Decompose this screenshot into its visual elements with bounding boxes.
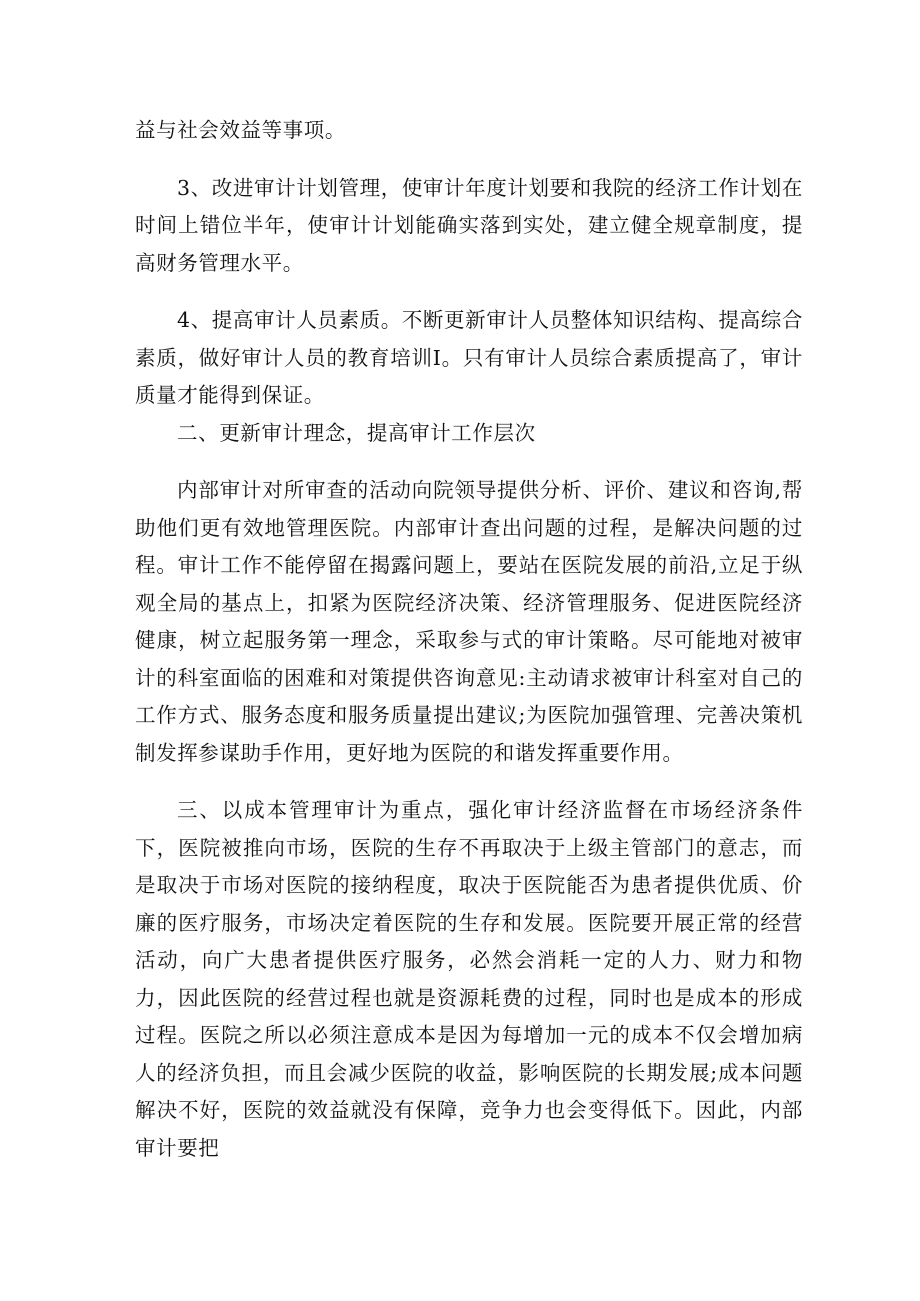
paragraph-section-3-body: 三、以成本管理审计为重点，强化审计经济监督在市场经济条件下，医院被推向市场，医院的生存不再取决于上级主管部门的意志，而是取决于市场对医院的接纳程度，取决于医院能否为患者提供优质、价廉的医疗服务，市场决定着医院的生存和发展。医院要开展正常的经营活动，向广大患者提供医疗服务，必然会消耗一定的人力、财力和物力，因此医院的经营过程也就是资源耗费的过程，同时也是成本的形成过程。医院之所以必须注意成本是因为每增加一元的成本不仅会增加病人的经济负担，而且会减少医院的收益，影响医院的长期发展;成本问题解决不好，医院的效益就没有保障，竞争力也会变得低下。因此，内部审计要把 [135, 798, 803, 1160]
paragraph-section-2-body: 内部审计对所审查的活动向院领导提供分析、评价、建议和咨询,帮助他们更有效地管理医院。内部审计查出问题的过程，是解决问题的过程。审计工作不能停留在揭露问题上，要站在医院发展的前沿,立足于纵观全局的基点上，扣紧为医院经济决策、经济管理服务、促进医院经济健康，树立起服务第一理念，采取参与式的审计策略。尽可能地对被审计的科室面临的困难和对策提供咨询意见:主动请求被审计科室对自己的工作方式、服务态度和服务质量提出建议;为医院加强管理、完善决策机制发挥参谋助手作用，更好地为医院的和谐发挥重要作用。 [135, 478, 803, 765]
section-heading-2: 二、更新审计理念，提高审计工作层次 [177, 420, 536, 445]
paragraph-item-4: 4、提高审计人员素质。不断更新审计人员整体知识结构、提高综合素质，做好审计人员的教育培训I。只有审计人员综合素质提高了，审计质量才能得到保证。 [135, 308, 803, 407]
document-body [135, 112, 803, 1167]
paragraph-continuation: 益与社会效益等事项。 [135, 118, 346, 142]
paragraph-item-3: 3、改进审计计划管理，使审计年度计划要和我院的经济工作计划在时间上错位半年，使审计计划能确实落到实处，建立健全规章制度，提高财务管理水平。 [135, 175, 803, 275]
